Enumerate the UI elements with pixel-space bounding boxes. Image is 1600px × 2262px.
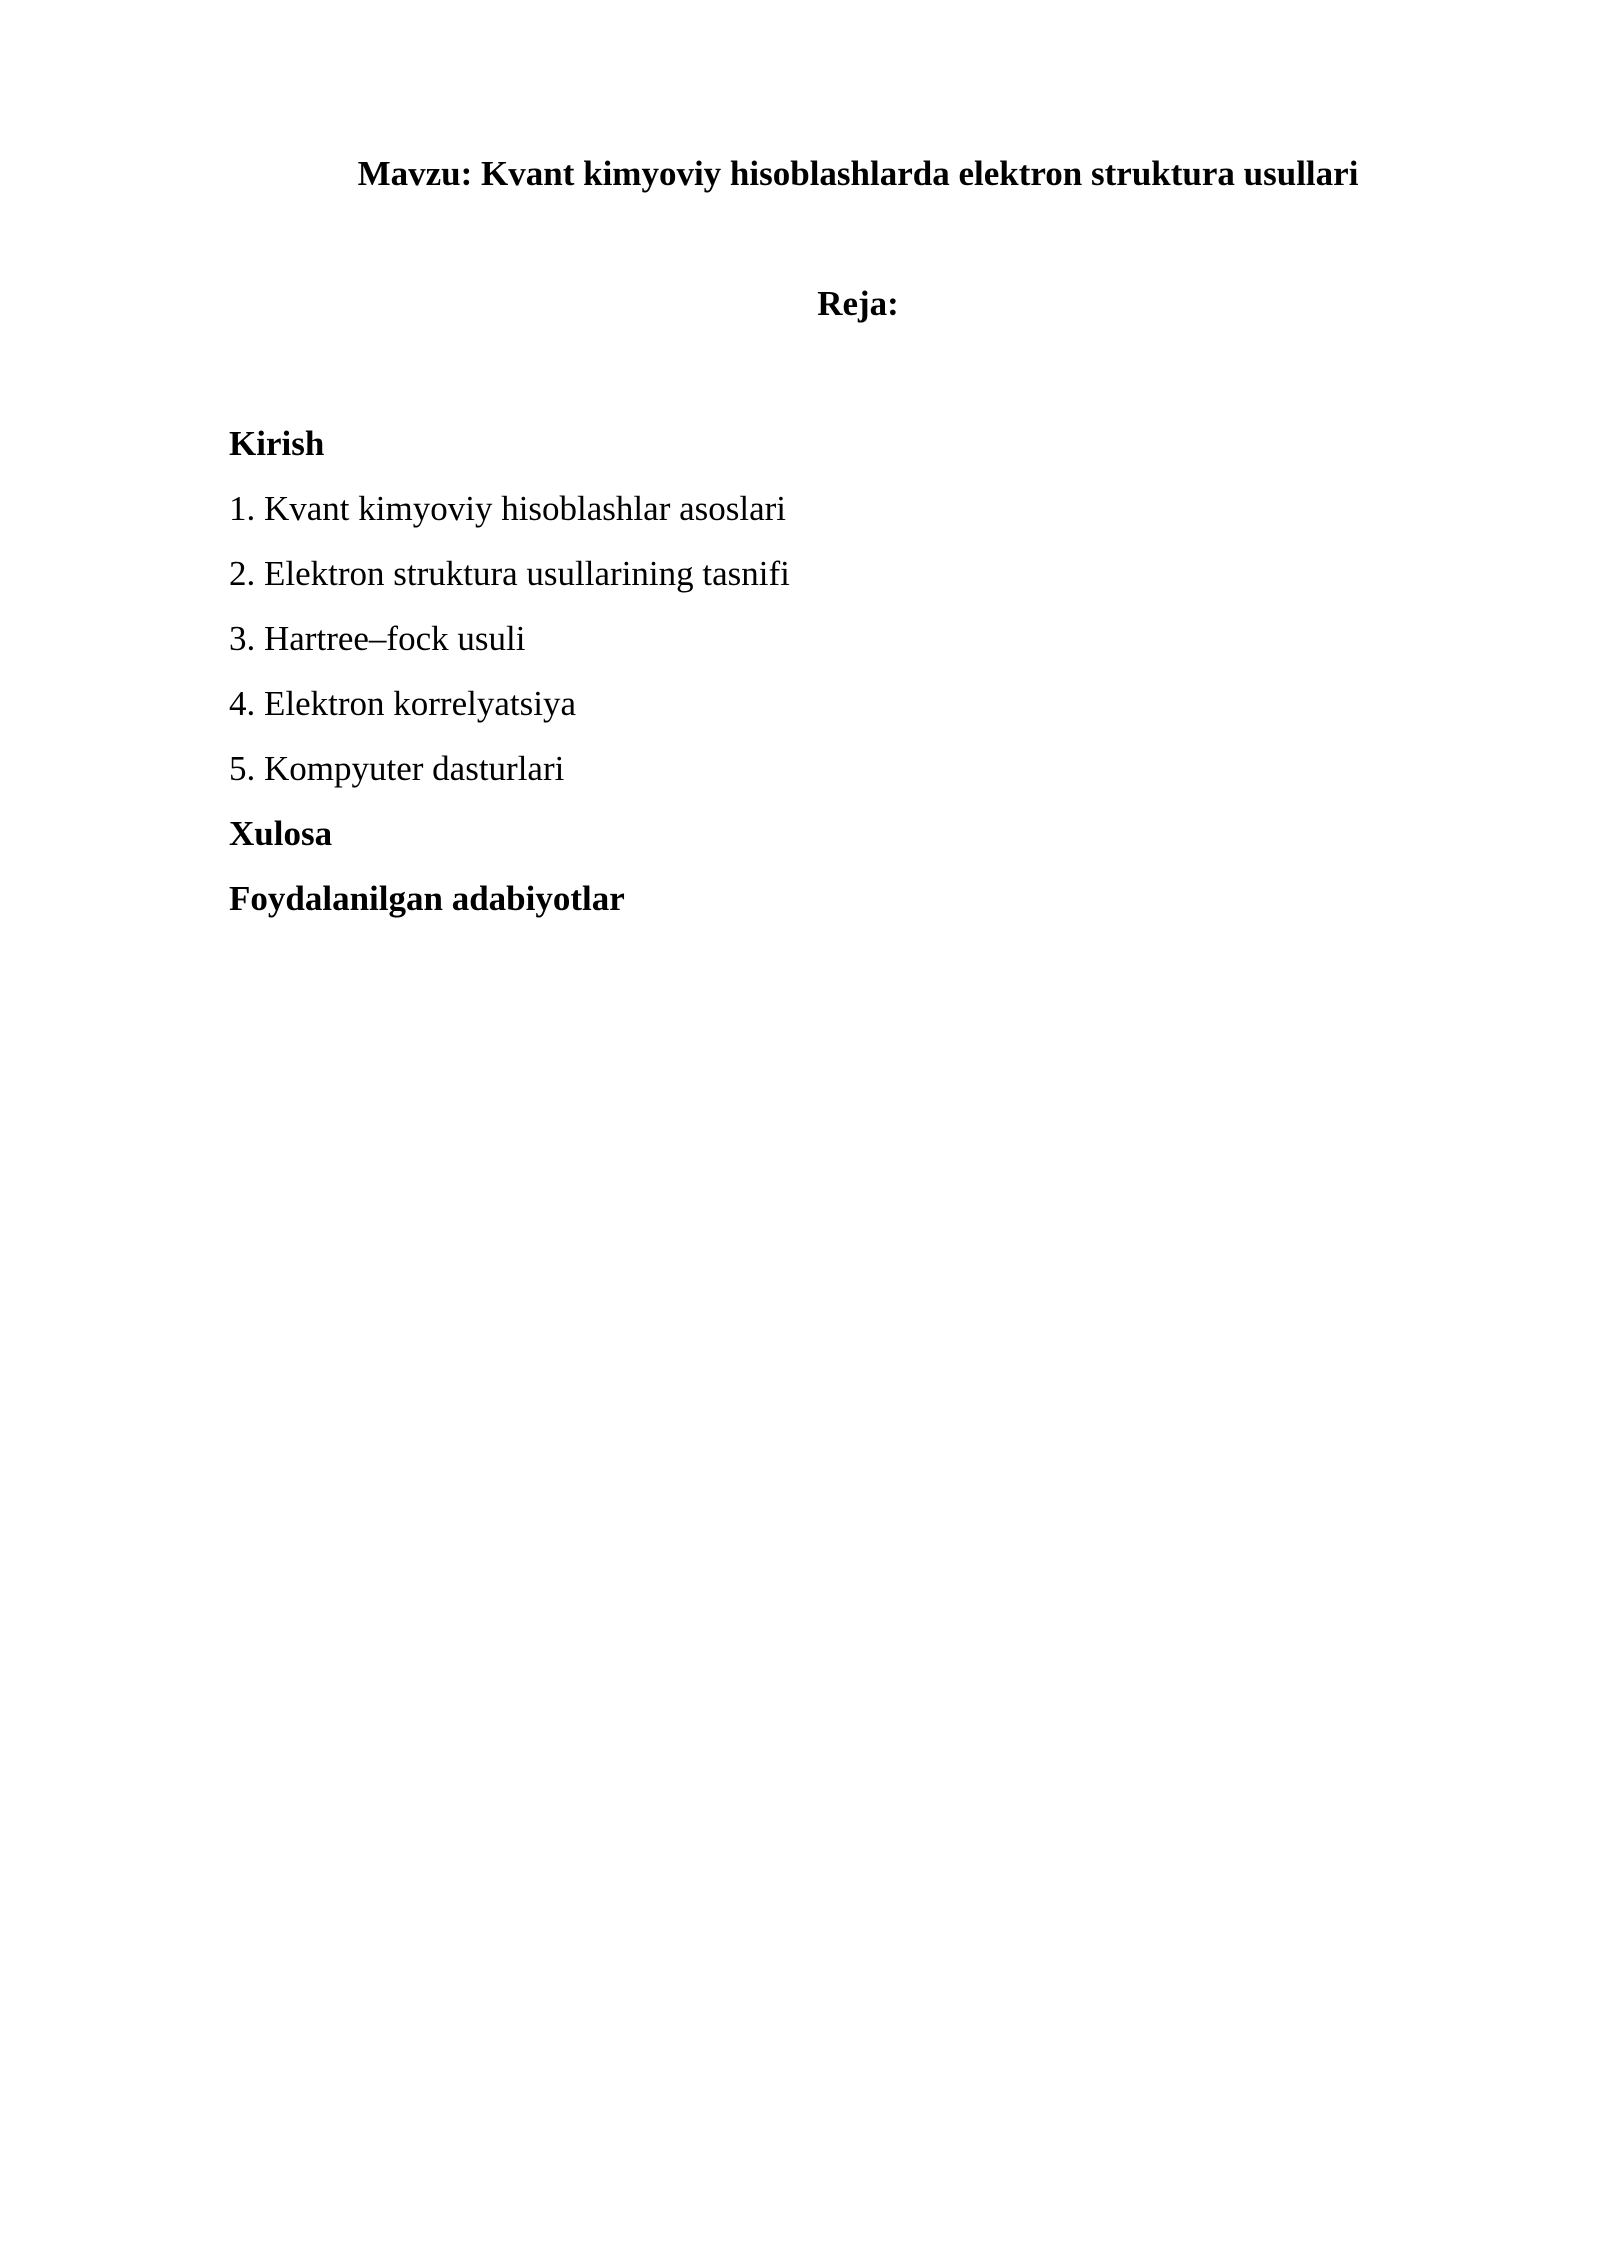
toc-item: 2. Elektron struktura usullarining tasnifi: [229, 554, 790, 593]
toc-intro: Kirish: [229, 424, 325, 463]
toc-conclusion: Xulosa: [229, 814, 333, 853]
toc-item: 1. Kvant kimyoviy hisoblashlar asoslari: [229, 489, 787, 528]
toc-item: 4. Elektron korrelyatsiya: [229, 684, 576, 723]
toc-references: Foydalanilgan adabiyotlar: [229, 879, 625, 918]
plan-heading: Reja:: [817, 284, 899, 323]
document-title: Mavzu: Kvant kimyoviy hisoblashlarda elektron struktura usullari: [357, 154, 1359, 193]
toc-item: 3. Hartree–fock usuli: [229, 619, 526, 658]
table-of-contents: [229, 411, 1379, 931]
toc-item: 5. Kompyuter dasturlari: [229, 749, 565, 788]
